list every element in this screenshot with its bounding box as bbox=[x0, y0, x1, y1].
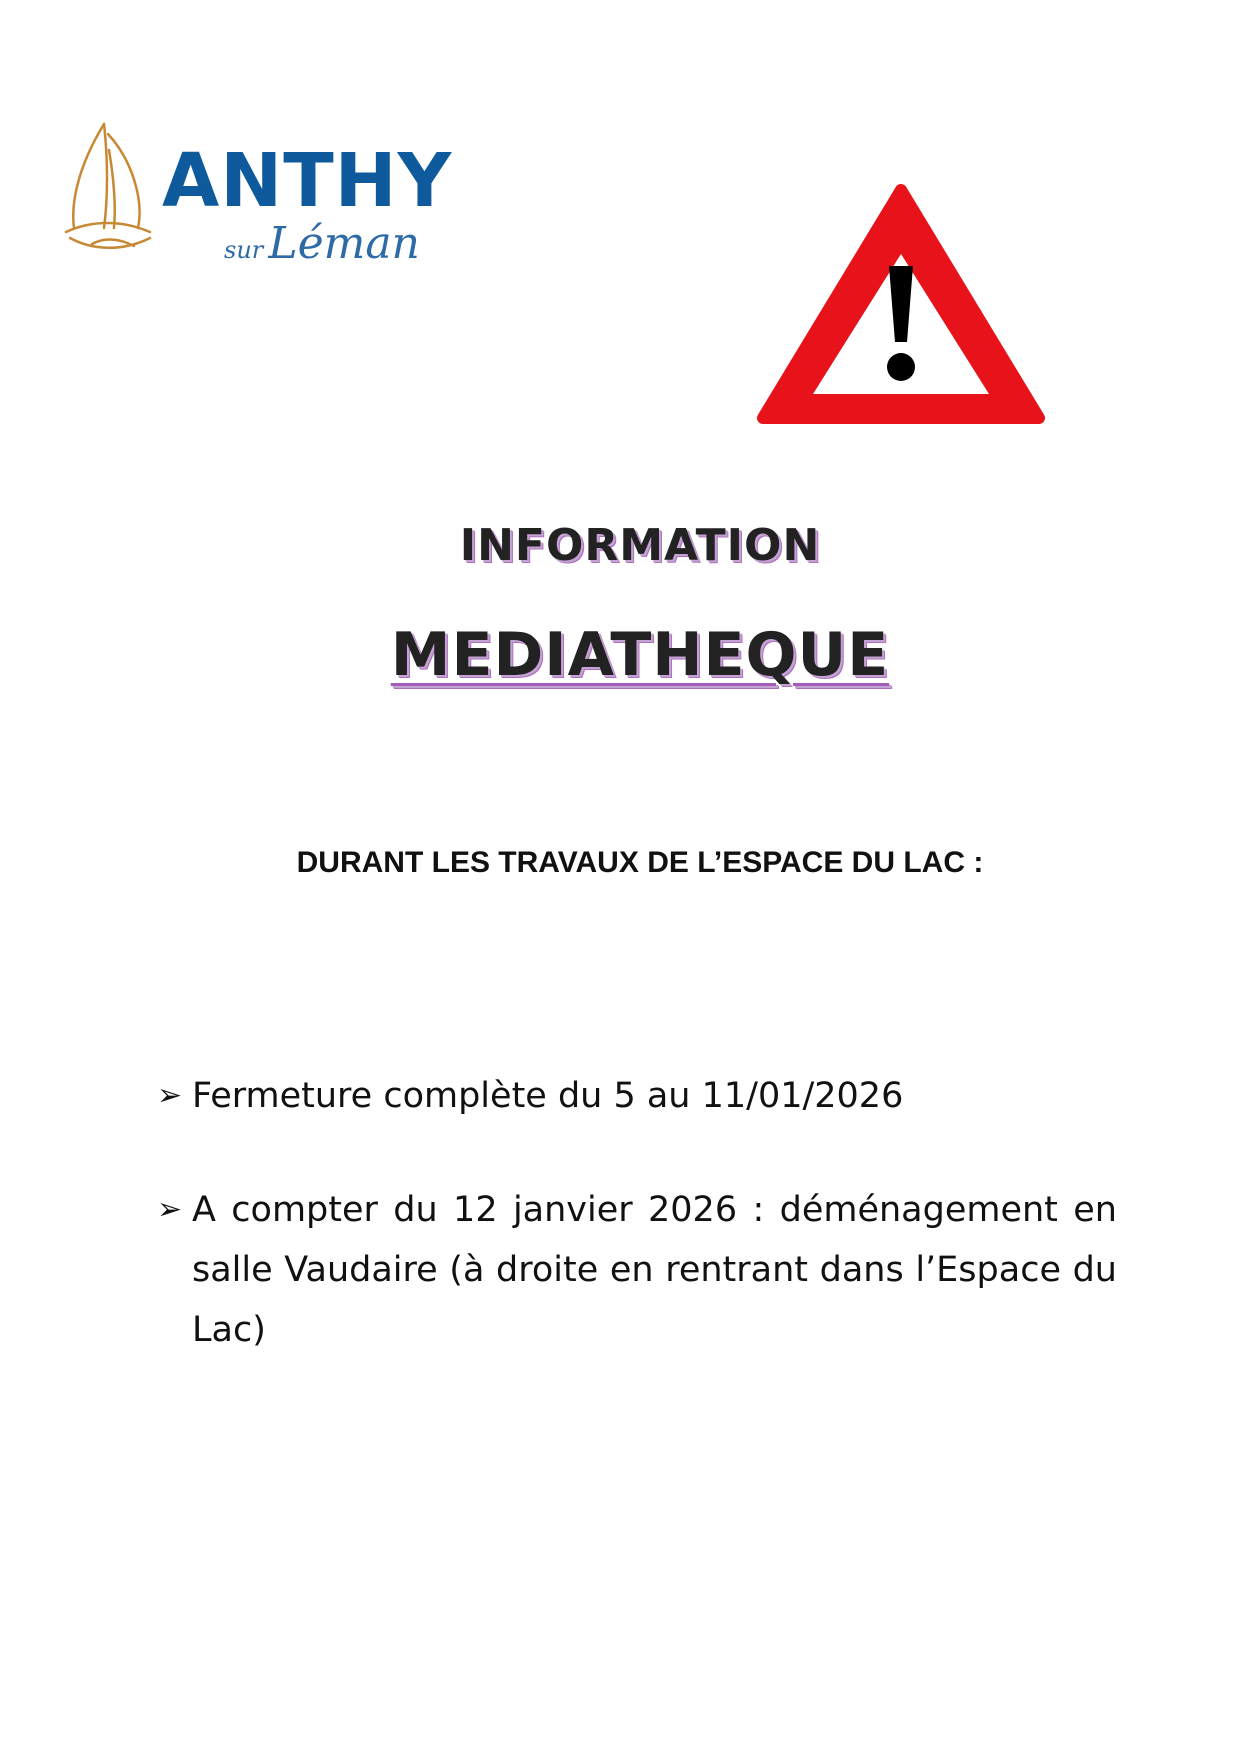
logo-name: ANTHY bbox=[162, 138, 453, 224]
subtitle: DURANT LES TRAVAUX DE L’ESPACE DU LAC : bbox=[296, 846, 984, 879]
arrow-bullet-icon: ➢ bbox=[157, 1192, 183, 1227]
logo-sub-small: sur bbox=[224, 236, 264, 264]
sailboat-logo-icon bbox=[62, 120, 157, 260]
list-item bbox=[157, 1066, 1117, 1126]
list-item-text: A compter du 12 janvier 2026 : déménagement en salle Vaudaire (à droite en rentrant dans l’Espace du Lac) bbox=[192, 1190, 1117, 1350]
notice-list bbox=[157, 1066, 1117, 1360]
anthy-logo bbox=[62, 110, 452, 285]
list-item-text: Fermeture complète du 5 au 11/01/2026 bbox=[192, 1076, 904, 1116]
warning-triangle-icon bbox=[755, 182, 1047, 427]
arrow-bullet-icon: ➢ bbox=[157, 1078, 183, 1113]
logo-sub-large: Léman bbox=[268, 218, 420, 269]
warning-sign bbox=[755, 182, 1047, 432]
heading-mediatheque: MEDIATHEQUE bbox=[390, 620, 890, 690]
heading-information: INFORMATION bbox=[459, 520, 821, 571]
logo-subtitle bbox=[224, 218, 420, 269]
list-item bbox=[157, 1180, 1117, 1360]
